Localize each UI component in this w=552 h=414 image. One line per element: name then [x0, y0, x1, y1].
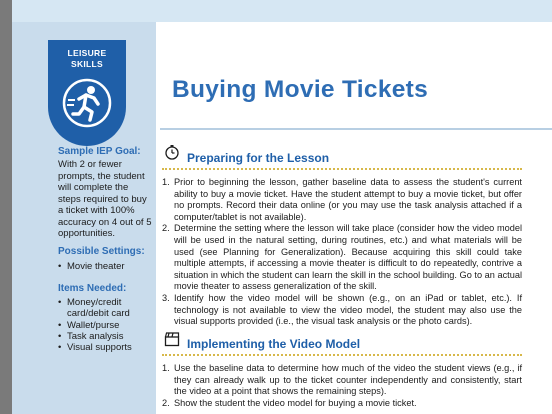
- list-item: 1. Prior to beginning the lesson, gather baseline data to assess the student's current ability to buy a movie ticket. Have the student attempt to buy a movie ticket, but offer no prompts. Record their data online (or you may use the task analysis attached if a computer/tablet is not available).: [162, 177, 522, 222]
- list-item: • Wallet/purse: [58, 320, 154, 331]
- badge-line-2: SKILLS: [70, 59, 104, 69]
- category-badge: [48, 40, 126, 146]
- running-person-icon: [62, 78, 112, 128]
- list-item: • Visual supports: [58, 342, 154, 353]
- list-item: • Movie theater: [58, 261, 154, 272]
- clapperboard-icon: [164, 331, 180, 347]
- document-page: [12, 0, 552, 414]
- iep-goal-text: With 2 or fewer prompts, the student will complete the steps required to buy a ticket with 100% accuracy on 4 out of 5 opportunities.: [58, 159, 152, 239]
- list-item: • Money/credit card/debit card: [58, 297, 154, 320]
- settings-list: [58, 261, 154, 272]
- section-title-preparing: Preparing for the Lesson: [187, 151, 330, 165]
- badge-line-1: LEISURE: [67, 48, 107, 58]
- section-divider: [162, 354, 522, 356]
- list-item: 3. Identify how the video model will be shown (e.g., on an iPad or tablet, etc.). If technology is not available to view the video model, the student may also use the visual supports provided (i.e., the visual task analysis or the photo cards).: [162, 292, 522, 327]
- preparing-steps: [160, 177, 522, 328]
- settings-heading: Possible Settings:: [58, 246, 145, 257]
- page-title: Buying Movie Tickets: [172, 76, 429, 103]
- section-title-implementing: Implementing the Video Model: [187, 337, 361, 351]
- section-divider: [162, 168, 522, 170]
- header-band: [12, 0, 552, 22]
- list-item: 2. Show the student the video model for buying a movie ticket.: [162, 397, 417, 408]
- stopwatch-icon: [164, 144, 180, 160]
- title-divider: [160, 128, 552, 130]
- iep-goal-heading: Sample IEP Goal:: [58, 146, 141, 157]
- implementing-steps: [160, 363, 522, 409]
- list-item: 2. Determine the setting where the lesson will take place (consider how the video model will be used in the natural setting, during routines, etc.) and what materials will be used (see Planning for Generalization). Because acquiring this skill could take multiple attempts, if accessing a movie theater is difficult to do repeatedly, contrive a situation in which the student can learn the skill in the school building. Go to an actual movie theater to assess generalization of the skill.: [162, 223, 522, 292]
- list-item: • Task analysis: [58, 331, 154, 342]
- list-item: 1. Use the baseline data to determine how much of the video the student views (e.g., if they can already walk up to the ticket counter independently and consistently, start the video at a point that shows the remaining steps).: [162, 363, 522, 397]
- items-heading: Items Needed:: [58, 283, 127, 294]
- items-list: [58, 297, 154, 353]
